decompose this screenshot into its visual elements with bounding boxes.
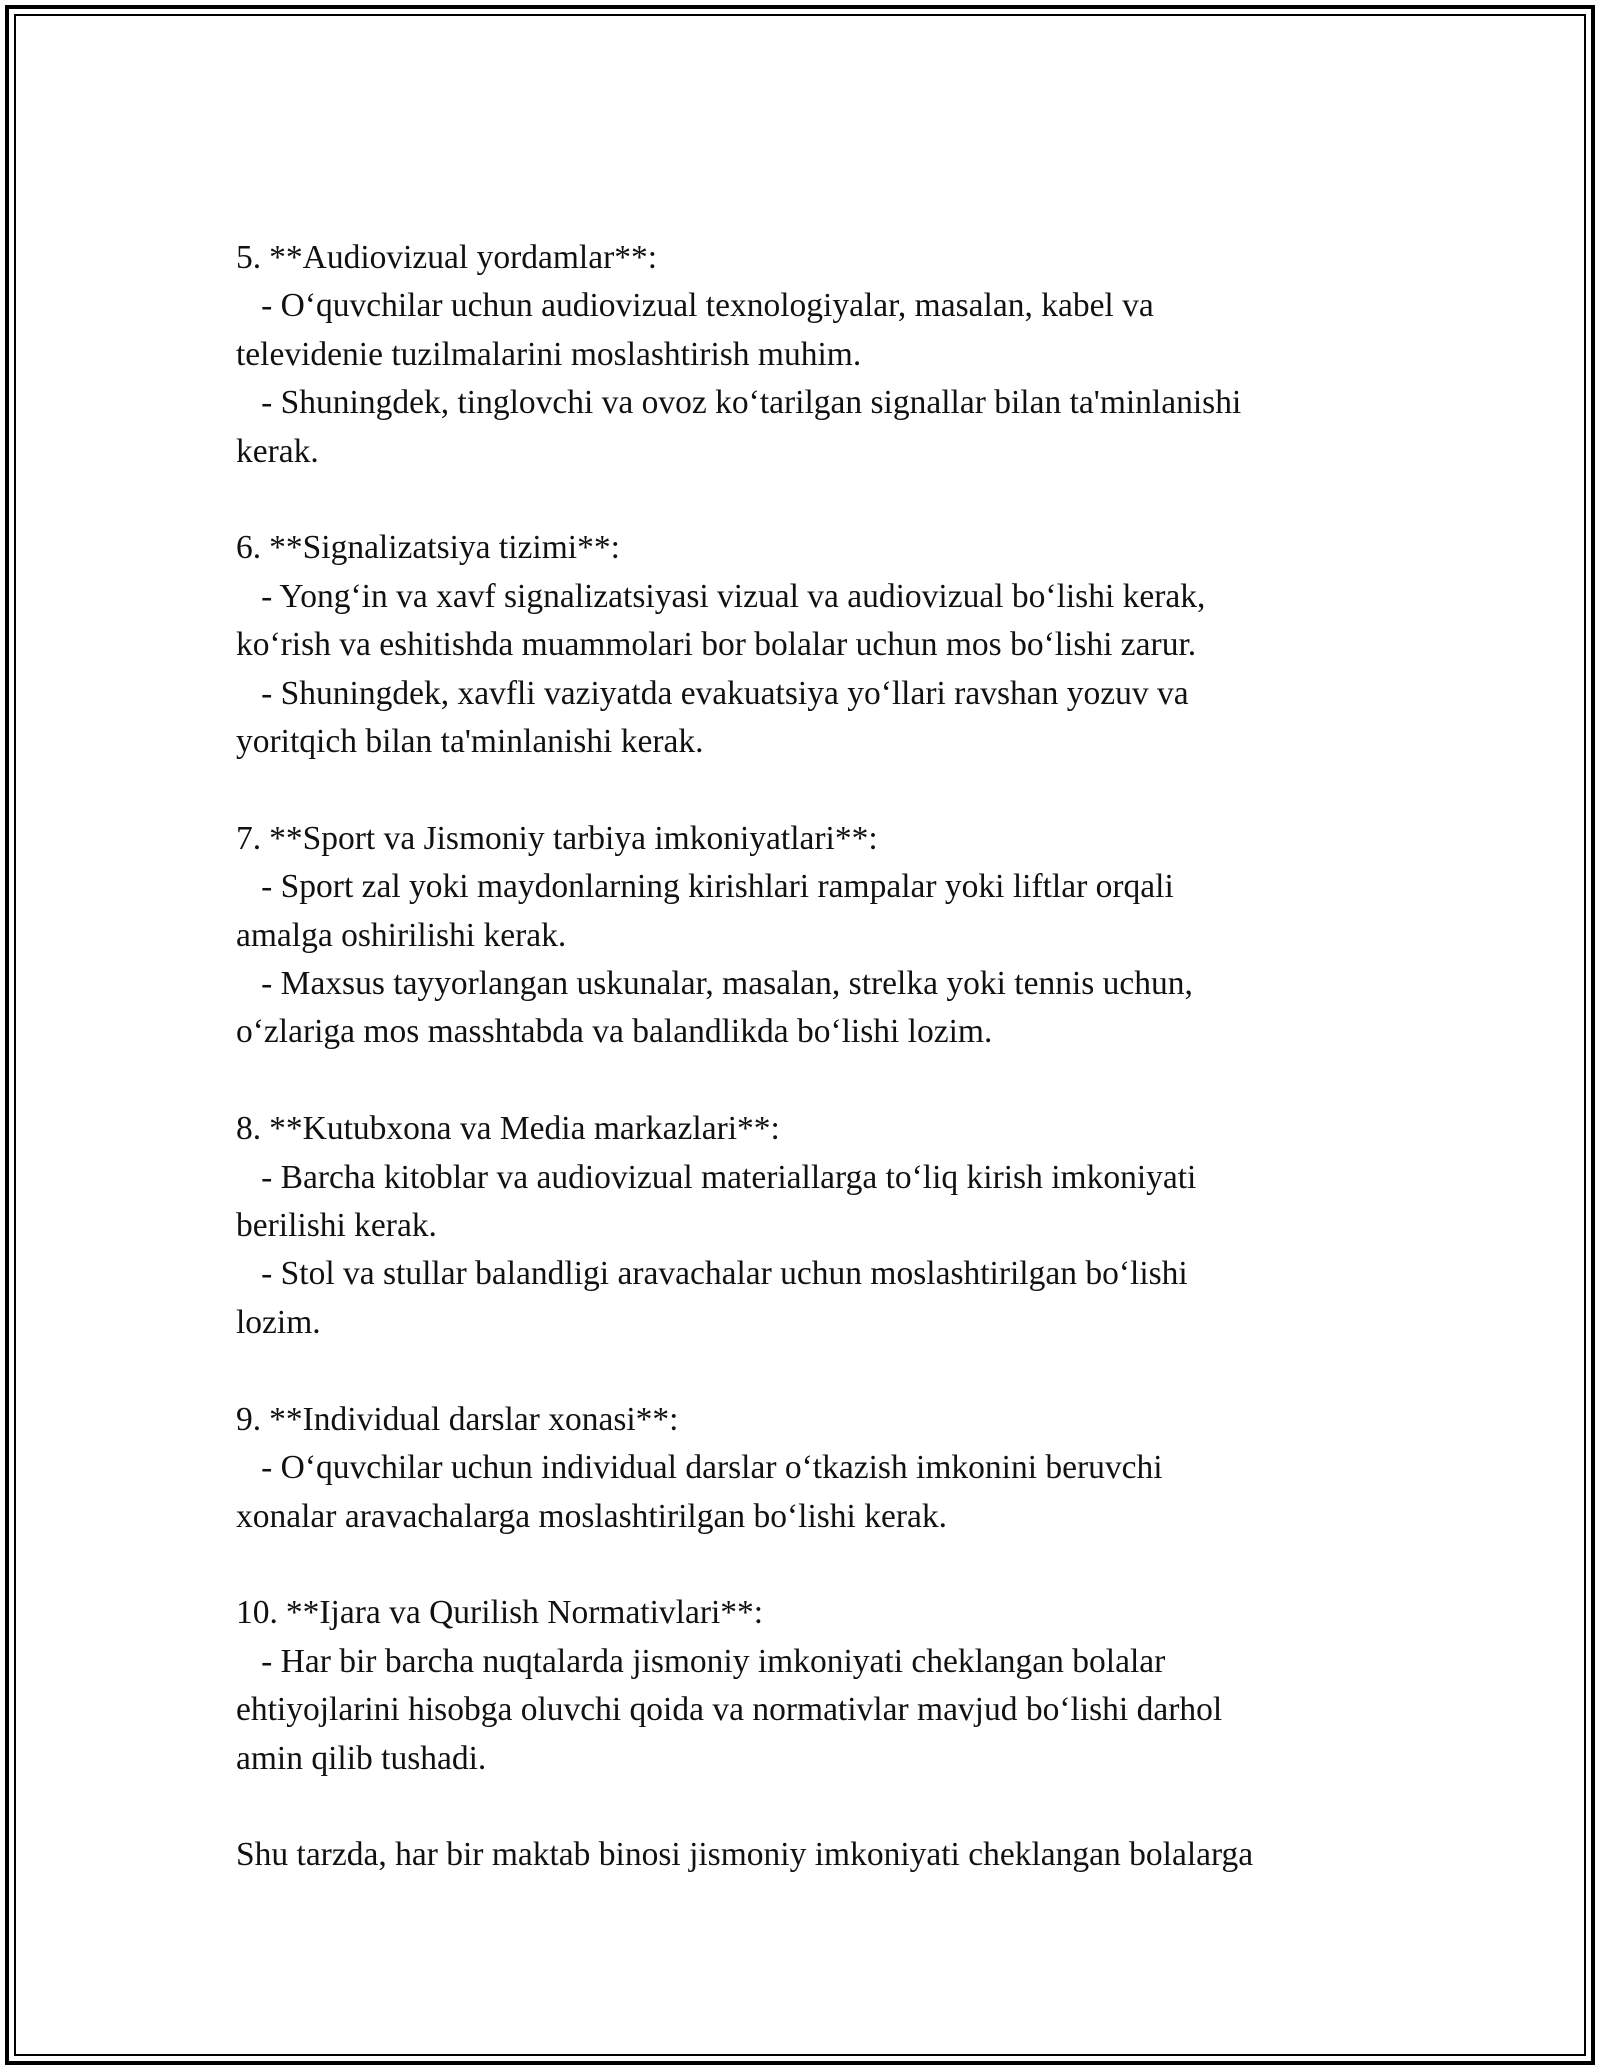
section-heading <box>236 1396 1366 1444</box>
section-5 <box>236 234 1366 476</box>
section-title: **Audiovizual yordamlar**: <box>269 239 658 276</box>
document-body <box>236 234 1366 1928</box>
section-title: **Kutubxona va Media markazlari**: <box>269 1110 780 1148</box>
bullet-line: - Stol va stullar balandligi aravachalar uchun moslashtirilgan bo‘lishi <box>236 1255 1188 1293</box>
bullet-line: o‘zlariga mos masshtabda va balandlikda bo‘lishi lozim. <box>236 1013 993 1051</box>
section-9 <box>236 1396 1366 1541</box>
bullet-line: yoritqich bilan ta'minlanishi kerak. <box>236 723 704 761</box>
bullet-line: lozim. <box>236 1303 321 1341</box>
section-number: 6. <box>236 529 262 567</box>
bullet-line: - Sport zal yoki maydonlarning kirishlari rampalar yoki liftlar orqali <box>236 868 1174 906</box>
section-8 <box>236 1105 1366 1347</box>
section-title: **Individual darslar xonasi**: <box>269 1400 679 1438</box>
section-7 <box>236 815 1366 1057</box>
section-6 <box>236 524 1366 766</box>
bullet-line: xonalar aravachalarga moslashtirilgan bo‘lishi kerak. <box>236 1497 947 1535</box>
section-number: 9. <box>236 1400 262 1438</box>
bullet-line: kerak. <box>236 432 319 470</box>
section-heading <box>236 1105 1366 1153</box>
section-heading <box>236 815 1366 863</box>
section-heading <box>236 234 1366 282</box>
section-heading <box>236 524 1366 572</box>
bullet-line: - Barcha kitoblar va audiovizual materiallarga to‘liq kirish imkoniyati <box>236 1158 1197 1196</box>
bullet-line: televidenie tuzilmalarini moslashtirish muhim. <box>236 335 862 373</box>
section-title: **Signalizatsiya tizimi**: <box>269 529 620 567</box>
bullet-line: amin qilib tushadi. <box>236 1739 487 1777</box>
section-title: **Sport va Jismoniy tarbiya imkoniyatlari**: <box>269 819 878 857</box>
section-10 <box>236 1589 1366 1783</box>
bullet-line: - O‘quvchilar uchun audiovizual texnologiyalar, masalan, kabel va <box>236 287 1154 325</box>
closing-line: Shu tarzda, har bir maktab binosi jismoniy imkoniyati cheklangan bolalarga <box>236 1836 1254 1874</box>
section-number: 8. <box>236 1110 262 1148</box>
bullet-line: - Har bir barcha nuqtalarda jismoniy imkoniyati cheklangan bolalar <box>236 1642 1166 1680</box>
section-title: **Ijara va Qurilish Normativlari**: <box>285 1594 764 1632</box>
section-number: 10. <box>236 1594 278 1632</box>
bullet-line: - Shuningdek, xavfli vaziyatda evakuatsiya yo‘llari ravshan yozuv va <box>236 674 1189 712</box>
bullet-line: - Yong‘in va xavf signalizatsiyasi vizual va audiovizual bo‘lishi kerak, <box>236 577 1206 615</box>
section-number: 7. <box>236 819 262 857</box>
section-heading <box>236 1589 1366 1637</box>
bullet-line: - O‘quvchilar uchun individual darslar o‘tkazish imkonini beruvchi <box>236 1449 1163 1487</box>
bullet-line: berilishi kerak. <box>236 1207 437 1245</box>
bullet-line: ehtiyojlarini hisobga oluvchi qoida va normativlar mavjud bo‘lishi darhol <box>236 1691 1223 1729</box>
bullet-line: ko‘rish va eshitishda muammolari bor bolalar uchun mos bo‘lishi zarur. <box>236 626 1197 664</box>
bullet-line: - Shuningdek, tinglovchi va ovoz ko‘tarilgan signallar bilan ta'minlanishi <box>236 384 1242 422</box>
section-number: 5. <box>236 239 262 276</box>
bullet-line: amalga oshirilishi kerak. <box>236 916 567 954</box>
bullet-line: - Maxsus tayyorlangan uskunalar, masalan, strelka yoki tennis uchun, <box>236 965 1193 1003</box>
closing-paragraph <box>236 1831 1366 1879</box>
